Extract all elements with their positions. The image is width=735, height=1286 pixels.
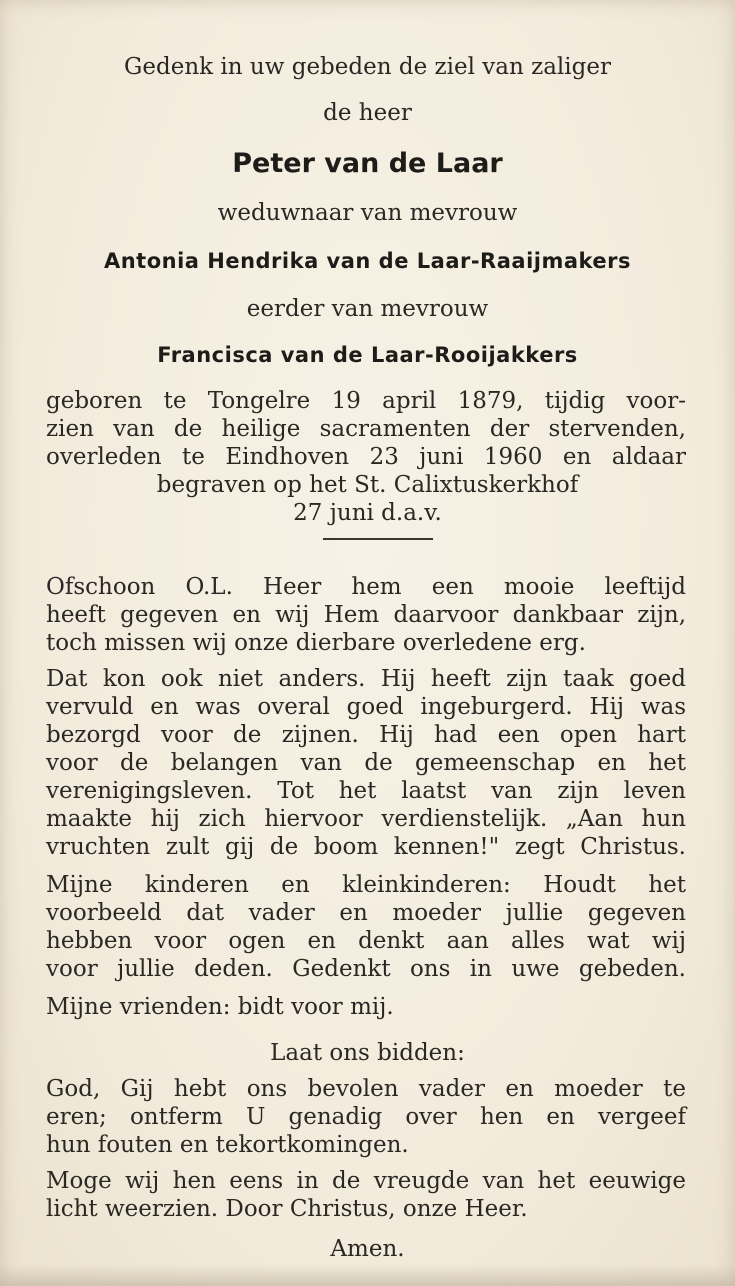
prayer-line: hun fouten en tekortkomingen. — [46, 1132, 409, 1158]
bio-line: geboren te Tongelre 19 april 1879, tijdig voor- — [46, 388, 686, 414]
paragraph-line: toch missen wij onze dierbare overledene erg. — [46, 630, 586, 656]
divider-rule — [323, 538, 433, 540]
bio-line: overleden te Eindhoven 23 juni 1960 en aldaar — [46, 444, 686, 470]
paragraph-line: vruchten zult gij de boom kennen!" zegt Christus. — [46, 834, 686, 860]
paragraph-line: hebben voor ogen en denkt aan alles wat wij — [46, 928, 686, 954]
bio-line: 27 juni d.a.v. — [293, 500, 442, 526]
widower-line: weduwnaar van mevrouw — [217, 200, 518, 226]
header-line-1: Gedenk in uw gebeden de ziel van zaliger — [124, 54, 611, 80]
prayer-line: eren; ontferm U genadig over hen en vergeef — [46, 1104, 686, 1130]
paragraph-line: bezorgd voor de zijnen. Hij had een open hart — [46, 722, 686, 748]
first-wife-name: Antonia Hendrika van de Laar-Raaijmakers — [103, 249, 632, 273]
second-wife-name: Francisca van de Laar-Rooijakkers — [157, 343, 578, 367]
header-line-2: de heer — [323, 100, 412, 126]
closing-amen: Amen. — [330, 1236, 405, 1262]
paragraph-line: Mijne vrienden: bidt voor mij. — [46, 994, 394, 1020]
paragraph-line: vervuld en was overal goed ingeburgerd. Hij was — [46, 694, 686, 720]
paragraph-line: verenigingsleven. Tot het laatst van zijn leven — [46, 778, 686, 804]
earlier-line: eerder van mevrouw — [246, 296, 489, 322]
prayer-line: Moge wij hen eens in de vreugde van het eeuwige — [46, 1168, 686, 1194]
paragraph-line: Ofschoon O.L. Heer hem een mooie leeftijd — [46, 574, 686, 600]
paragraph-line: voor jullie deden. Gedenkt ons in uwe gebeden. — [46, 956, 686, 982]
deceased-name: Peter van de Laar — [232, 148, 503, 179]
paper-bottom-wear — [0, 1264, 735, 1286]
paragraph-line: Dat kon ook niet anders. Hij heeft zijn taak goed — [46, 666, 686, 692]
bio-line: begraven op het St. Calixtuskerkhof — [156, 472, 579, 498]
prayer-heading: Laat ons bidden: — [270, 1040, 465, 1066]
paragraph-line: Mijne kinderen en kleinkinderen: Houdt het — [46, 872, 686, 898]
paragraph-line: voor de belangen van de gemeenschap en het — [46, 750, 686, 776]
paragraph-line: heeft gegeven en wij Hem daarvoor dankbaar zijn, — [46, 602, 686, 628]
prayer-line: licht weerzien. Door Christus, onze Heer. — [46, 1196, 528, 1222]
paragraph-line: voorbeeld dat vader en moeder jullie gegeven — [46, 900, 686, 926]
paragraph-line: maakte hij zich hiervoor verdienstelijk. „Aan hun — [46, 806, 686, 832]
prayer-line: God, Gij hebt ons bevolen vader en moeder te — [46, 1076, 686, 1102]
bio-line: zien van de heilige sacramenten der stervenden, — [46, 416, 686, 442]
